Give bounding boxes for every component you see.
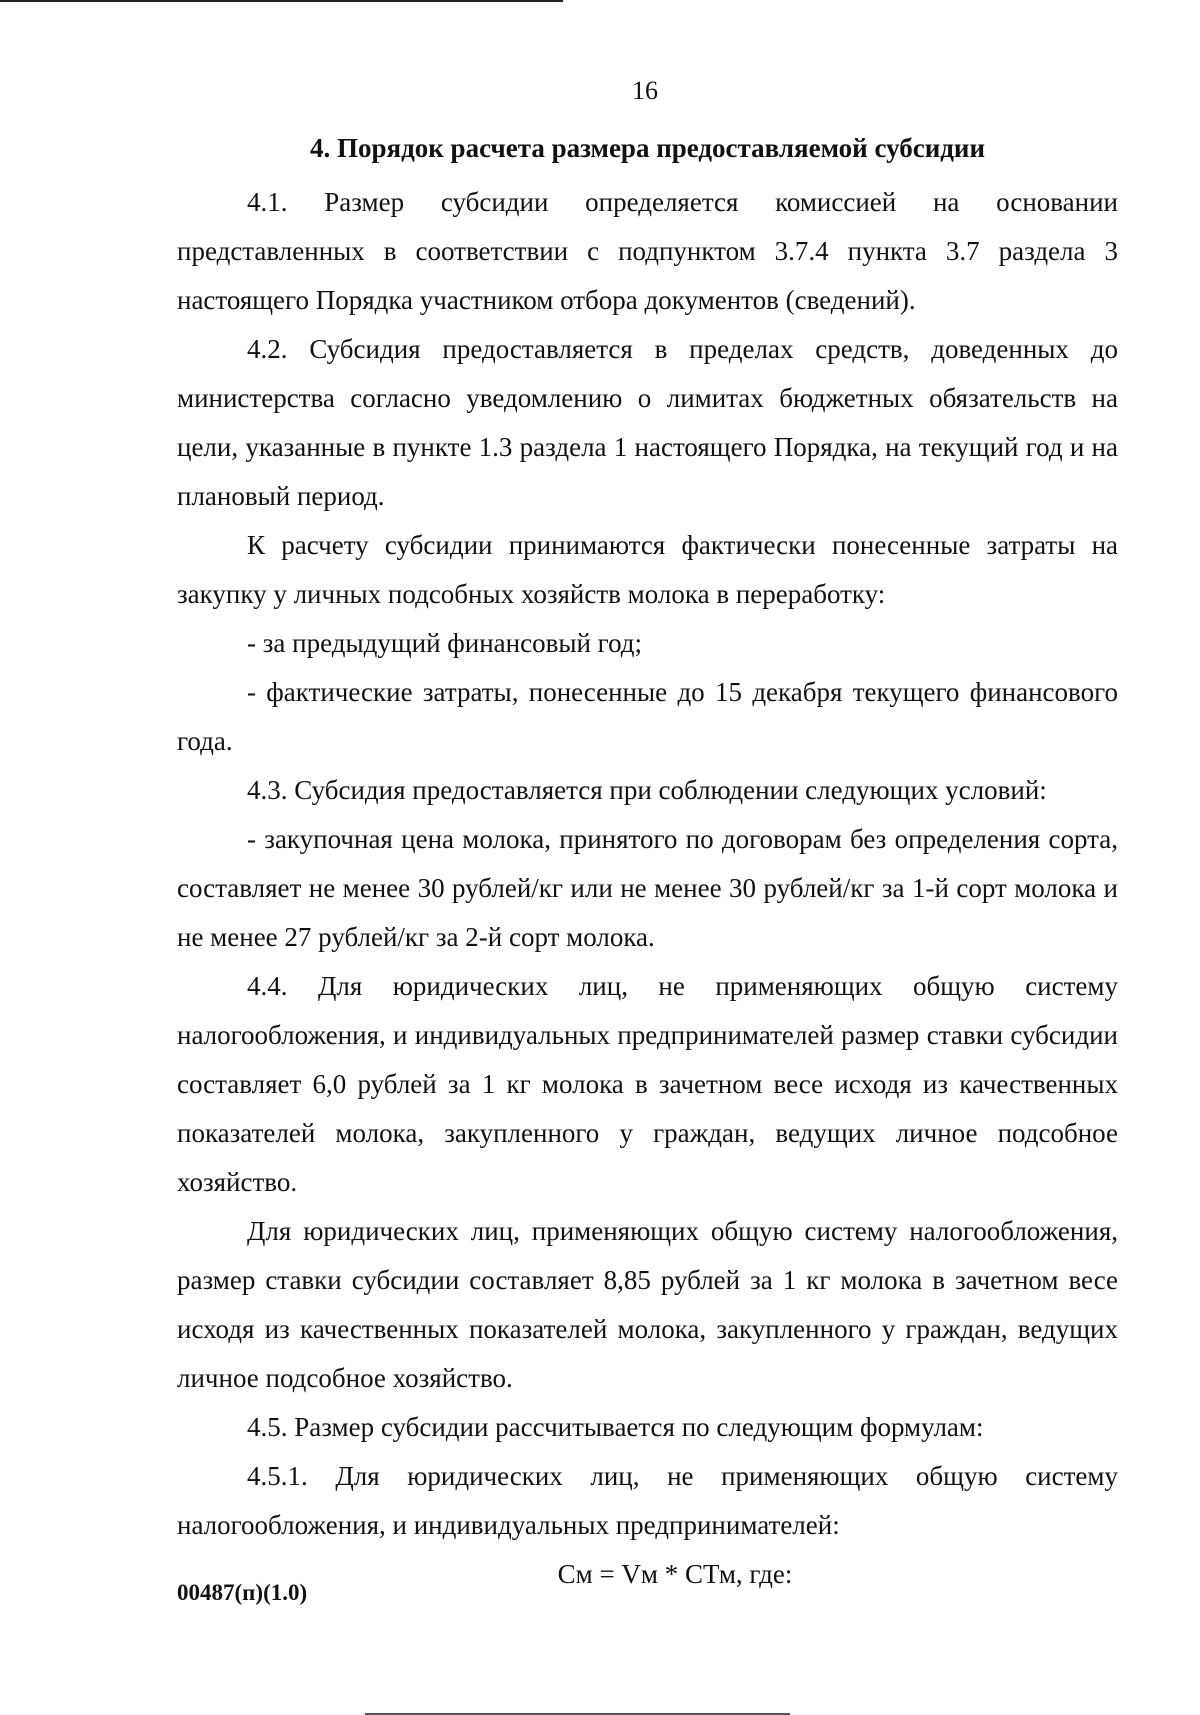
paragraph-4-5-1: 4.5.1. Для юридических лиц, не применяющих общую систему налогообложения, и индивидуальных предпринимателей:: [177, 1461, 1118, 1540]
document-body: [177, 178, 1118, 1599]
paragraph-general-tax-rate: Для юридических лиц, применяющих общую систему налогообложения, размер ставки субсидии составляет 8,85 рублей за 1 кг молока в зачетном весе исходя из качественных показателей молока, закупленного у граждан, ведущих личное подсобное хозяйство.: [177, 1216, 1118, 1393]
paragraph-4-4: 4.4. Для юридических лиц, не применяющих общую систему налогообложения, и индивидуальных предпринимателей размер ставки субсидии составляет 6,0 рублей за 1 кг молока в зачетном весе исходя из качественных показателей молока, закупленного у граждан, ведущих личное подсобное хозяйство.: [177, 971, 1118, 1197]
paragraph-4-2: 4.2. Субсидия предоставляется в пределах средств, доведенных до министерства согласно уведомлению о лимитах бюджетных обязательств на цели, указанные в пункте 1.3 раздела 1 настоящего Порядка, на текущий год и на плановый период.: [177, 334, 1118, 511]
paragraph-4-3: 4.3. Субсидия предоставляется при соблюдении следующих условий:: [247, 775, 1047, 805]
top-border-line: [0, 0, 563, 2]
list-item-actual-costs: - фактические затраты, понесенные до 15 декабря текущего финансового года.: [177, 677, 1118, 756]
page-number: 16: [632, 76, 658, 105]
list-item-purchase-price: - закупочная цена молока, принятого по договорам без определения сорта, составляет не менее 30 рублей/кг или не менее 30 рублей/кг за 1-й сорт молока и не менее 27 рублей/кг за 2-й сорт молока.: [177, 824, 1118, 952]
formula: См = Vм * СТм, где:: [557, 1559, 793, 1589]
document-code: 00487(п)(1.0): [177, 1580, 308, 1605]
list-item-previous-year: - за предыдущий финансовый год;: [247, 628, 643, 658]
paragraph-4-5: 4.5. Размер субсидии рассчитывается по следующим формулам:: [247, 1412, 984, 1442]
paragraph-4-1: 4.1. Размер субсидии определяется комиссией на основании представленных в соответствии с подпунктом 3.7.4 пункта 3.7 раздела 3 настоящего Порядка участником отбора документов (сведений).: [177, 187, 1118, 315]
paragraph-cost-basis: К расчету субсидии принимаются фактически понесенные затраты на закупку у личных подсобных хозяйств молока в переработку:: [177, 530, 1118, 609]
section-heading: 4. Порядок расчета размера предоставляемой субсидии: [309, 133, 986, 163]
